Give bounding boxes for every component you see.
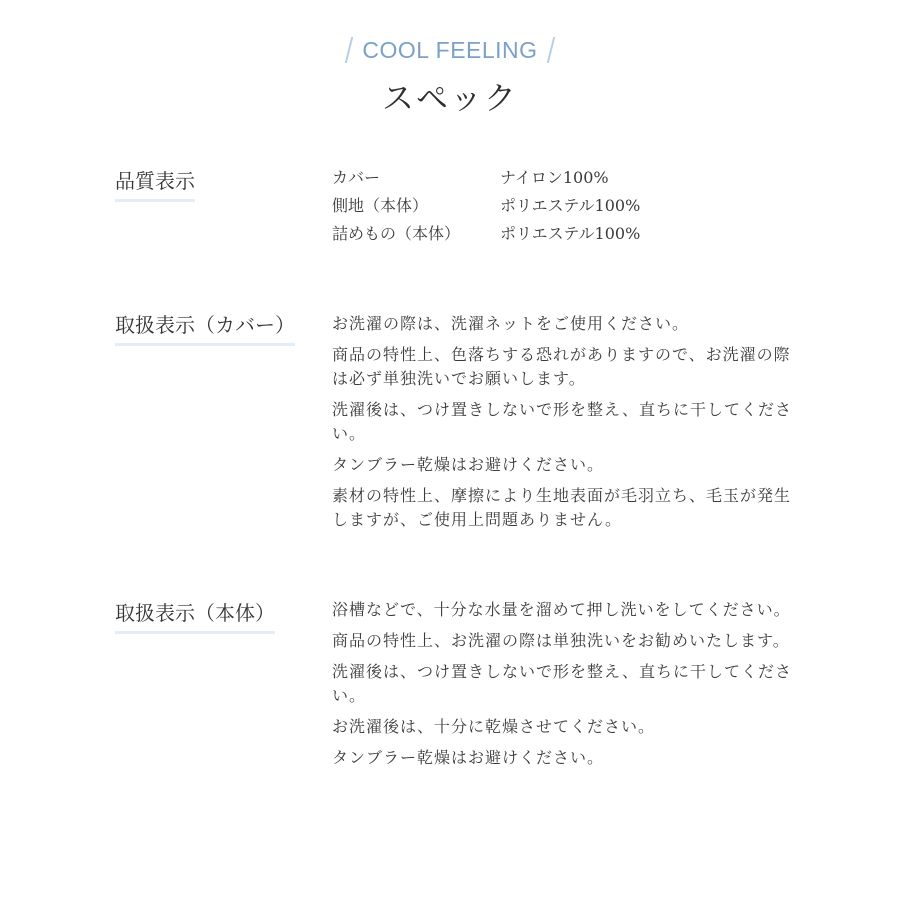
slash-decoration-right	[546, 37, 554, 63]
care-cover-list	[332, 312, 792, 539]
eyebrow	[348, 32, 551, 68]
spec-key: 側地（本体）	[332, 196, 429, 215]
page-title: スペック	[381, 79, 518, 117]
care-body-paragraph: 浴槽などで、十分な水量を溜めて押し洗いをしてください。	[332, 600, 791, 619]
care-body-list	[332, 598, 792, 777]
slash-decoration-left	[345, 37, 353, 63]
section-label-care-body: 取扱表示（本体）	[115, 597, 275, 634]
spec-row	[332, 220, 792, 248]
care-cover-paragraph: 洗濯後は、つけ置きしないで形を整え、直ちに干してください。	[332, 400, 792, 443]
quality-table	[332, 164, 792, 248]
care-cover-paragraph: 商品の特性上、色落ちする恐れがありますので、お洗濯の際は必ず単独洗いでお願いします。	[332, 345, 791, 388]
care-cover-paragraph: タンブラー乾燥はお避けください。	[332, 455, 605, 474]
care-body-paragraph: 洗濯後は、つけ置きしないで形を整え、直ちに干してください。	[332, 662, 792, 705]
section-label-quality: 品質表示	[115, 165, 195, 202]
care-body-paragraph: お洗濯後は、十分に乾燥させてください。	[332, 717, 656, 736]
care-cover-paragraph: お洗濯の際は、洗濯ネットをご使用ください。	[332, 314, 690, 333]
spec-key: カバー	[332, 168, 381, 187]
care-body-paragraph: 商品の特性上、お洗濯の際は単独洗いをお勧めいたします。	[332, 631, 790, 650]
page-header	[0, 32, 900, 122]
spec-row	[332, 192, 792, 220]
spec-row	[332, 164, 792, 192]
care-cover-paragraph: 素材の特性上、摩擦により生地表面が毛羽立ち、毛玉が発生しますが、ご使用上問題ありません。	[332, 486, 792, 529]
spec-value: ポリエステル100%	[500, 224, 641, 243]
spec-value: ナイロン100%	[500, 168, 609, 187]
eyebrow-text: COOL FEELING	[362, 36, 538, 63]
section-label-care-cover: 取扱表示（カバー）	[115, 309, 295, 346]
care-body-paragraph: タンブラー乾燥はお避けください。	[332, 748, 605, 767]
spec-value: ポリエステル100%	[500, 196, 641, 215]
spec-key: 詰めもの（本体）	[332, 224, 461, 243]
